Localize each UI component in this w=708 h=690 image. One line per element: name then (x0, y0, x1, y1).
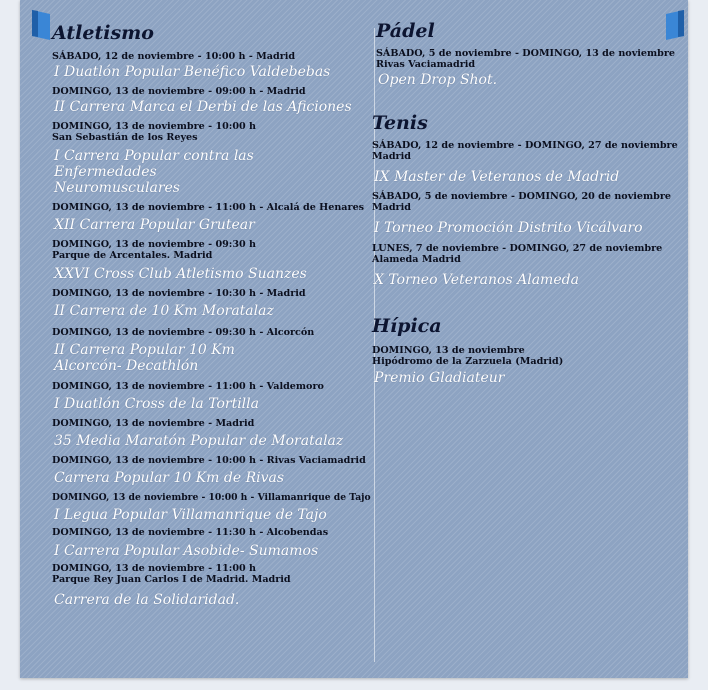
event-meta: SÁBADO, 5 de noviembre - DOMINGO, 20 de noviembre Madrid (372, 191, 672, 213)
event-meta: DOMINGO, 13 de noviembre - 11:30 h - Alcobendas (52, 527, 329, 538)
event-title[interactable]: Carrera Popular 10 Km de Rivas (54, 470, 285, 486)
event-meta: DOMINGO, 13 de noviembre - 10:00 h - Rivas Vaciamadrid (52, 455, 366, 466)
ribbon-left-icon (32, 10, 50, 40)
event-item[interactable] (372, 345, 682, 386)
event-title[interactable]: I Duatlón Cross de la Tortilla (54, 396, 259, 412)
event-meta: DOMINGO, 13 de noviembre - 09:30 h Parque de Arcentales. Madrid (52, 239, 256, 261)
section-heading-tenis: Tenis (372, 112, 428, 134)
event-item[interactable] (52, 288, 352, 319)
event-item[interactable] (52, 86, 352, 115)
event-item[interactable] (52, 455, 366, 486)
event-title[interactable]: Open Drop Shot. (378, 72, 498, 88)
event-meta: DOMINGO, 13 de noviembre Hipódromo de la Zarzuela (Madrid) (372, 345, 564, 367)
event-meta: DOMINGO, 13 de noviembre - 10:00 h - Villamanrique de Tajo (52, 492, 371, 503)
atletismo-column (52, 20, 371, 608)
event-title[interactable]: I Legua Popular Villamanrique de Tajo (54, 507, 327, 523)
event-title[interactable]: II Carrera Popular 10 Km Alcorcón- Decathlón (54, 342, 235, 374)
event-item[interactable] (52, 527, 352, 559)
event-item[interactable] (376, 48, 682, 88)
event-meta: DOMINGO, 13 de noviembre - 11:00 h - Valdemoro (52, 381, 324, 392)
event-item[interactable] (52, 327, 352, 374)
event-item[interactable] (52, 121, 352, 196)
event-item[interactable] (52, 492, 371, 523)
event-item[interactable] (52, 563, 352, 608)
event-item[interactable] (372, 191, 682, 236)
event-meta: DOMINGO, 13 de noviembre - 10:00 h San Sebastián de los Reyes (52, 121, 256, 143)
event-title[interactable]: I Carrera Popular contra las Enfermedades Neuromusculares (54, 148, 254, 196)
event-meta: SÁBADO, 12 de noviembre - 10:00 h - Madrid (52, 51, 296, 62)
event-item[interactable] (372, 243, 682, 288)
event-item[interactable] (52, 239, 352, 282)
event-title[interactable]: XXVI Cross Club Atletismo Suanzes (54, 266, 307, 282)
event-meta: DOMINGO, 13 de noviembre - 09:00 h - Madrid (52, 86, 306, 97)
event-title[interactable]: II Carrera de 10 Km Moratalaz (54, 303, 274, 319)
event-title[interactable]: IX Master de Veteranos de Madrid (374, 169, 620, 185)
event-title[interactable]: I Carrera Popular Asobide- Sumamos (54, 543, 319, 559)
event-title[interactable]: Premio Gladiateur (374, 370, 505, 386)
right-column (372, 18, 682, 386)
event-item[interactable] (52, 418, 352, 449)
event-title[interactable]: I Torneo Promoción Distrito Vicálvaro (374, 220, 643, 236)
event-meta: DOMINGO, 13 de noviembre - 09:30 h - Alcorcón (52, 327, 315, 338)
event-meta: DOMINGO, 13 de noviembre - 10:30 h - Madrid (52, 288, 306, 299)
event-title[interactable]: XII Carrera Popular Grutear (54, 217, 255, 233)
event-item[interactable] (372, 140, 682, 185)
event-meta: DOMINGO, 13 de noviembre - Madrid (52, 418, 255, 429)
event-meta: SÁBADO, 5 de noviembre - DOMINGO, 13 de noviembre Rivas Vaciamadrid (376, 48, 676, 70)
section-heading-atletismo: Atletismo (52, 22, 154, 44)
event-title[interactable]: 35 Media Maratón Popular de Moratalaz (54, 433, 344, 449)
event-meta: LUNES, 7 de noviembre - DOMINGO, 27 de noviembre Alameda Madrid (372, 243, 663, 265)
event-meta: SÁBADO, 12 de noviembre - DOMINGO, 27 de noviembre Madrid (372, 140, 678, 162)
event-item[interactable] (52, 381, 352, 412)
event-title[interactable]: Carrera de la Solidaridad. (54, 592, 240, 608)
section-heading-padel: Pádel (376, 20, 435, 42)
event-title[interactable]: I Duatlón Popular Benéfico Valdebebas (54, 64, 331, 80)
event-item[interactable] (52, 202, 365, 233)
event-title[interactable]: II Carrera Marca el Derbi de las Aficiones (54, 99, 352, 115)
event-meta: DOMINGO, 13 de noviembre - 11:00 h - Alcalá de Henares (52, 202, 365, 213)
section-heading-hipica: Hípica (372, 315, 442, 337)
event-item[interactable] (52, 51, 352, 80)
event-title[interactable]: X Torneo Veteranos Alameda (374, 272, 579, 288)
event-meta: DOMINGO, 13 de noviembre - 11:00 h Parque Rey Juan Carlos I de Madrid. Madrid (52, 563, 291, 585)
